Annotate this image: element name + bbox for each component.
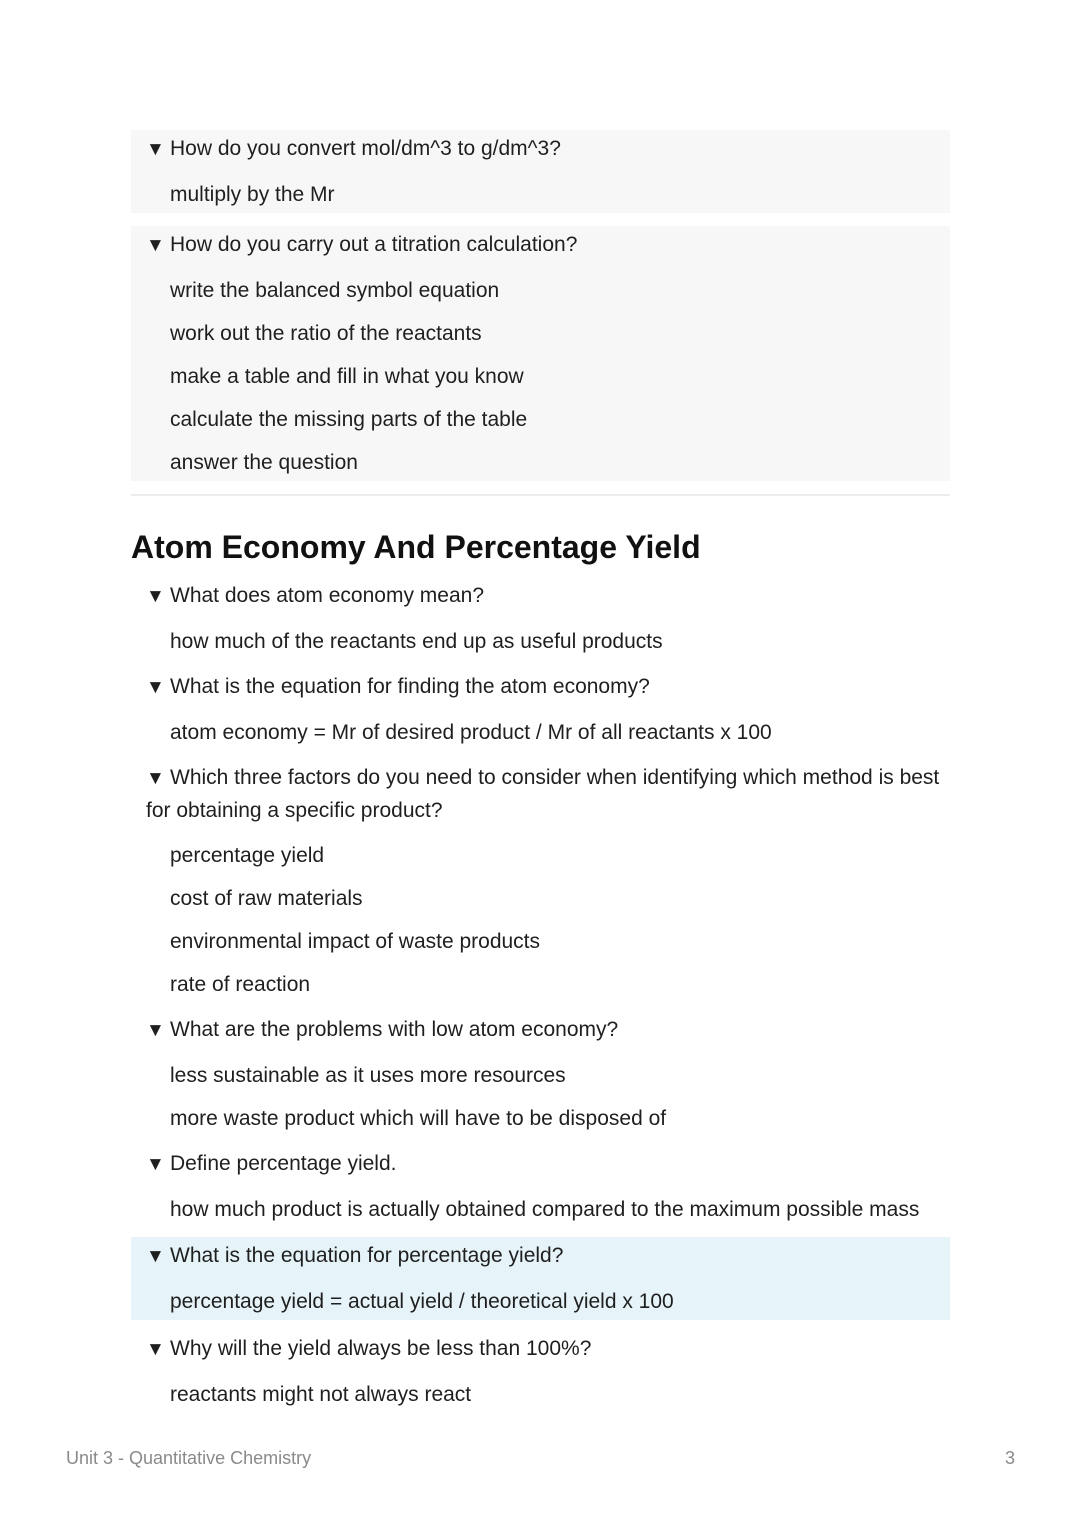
toggle-answer: percentage yield bbox=[170, 844, 325, 867]
toggle-convert-concentration[interactable] bbox=[131, 130, 950, 213]
toggle-answer: percentage yield = actual yield / theoretical yield x 100 bbox=[170, 1290, 674, 1313]
toggle-answer: more waste product which will have to be disposed of bbox=[170, 1107, 667, 1130]
toggle-low-atom-economy-problems[interactable] bbox=[131, 1012, 950, 1135]
toggle-question[interactable]: ▼ Which three factors do you need to consider when identifying which method is best for obtaining a specific product? bbox=[131, 760, 950, 829]
toggle-question[interactable]: ▼ Define percentage yield. bbox=[131, 1146, 950, 1183]
section-heading: Atom Economy And Percentage Yield bbox=[131, 529, 701, 565]
toggle-question[interactable]: ▼ What does atom economy mean? bbox=[131, 578, 950, 615]
divider bbox=[131, 494, 950, 496]
toggle-define-percentage-yield[interactable] bbox=[131, 1146, 950, 1226]
toggle-arrow-icon[interactable]: ▼ bbox=[146, 1154, 165, 1175]
toggle-question[interactable]: ▼ What is the equation for percentage yield? bbox=[131, 1238, 950, 1275]
toggle-arrow-icon[interactable]: ▼ bbox=[146, 1339, 165, 1360]
toggle-question[interactable]: ▼ Why will the yield always be less than 100%? bbox=[131, 1331, 950, 1368]
toggle-answer: rate of reaction bbox=[170, 973, 311, 996]
toggle-arrow-icon[interactable]: ▼ bbox=[146, 768, 165, 789]
toggle-yield-less-than-100[interactable] bbox=[131, 1331, 950, 1411]
toggle-answer: answer the question bbox=[170, 451, 358, 474]
toggle-answer: calculate the missing parts of the table bbox=[170, 408, 528, 431]
toggle-arrow-icon[interactable]: ▼ bbox=[146, 1246, 165, 1267]
toggle-question[interactable]: ▼ How do you carry out a titration calculation? bbox=[131, 227, 950, 264]
toggle-answer: multiply by the Mr bbox=[170, 183, 335, 206]
toggle-answer: work out the ratio of the reactants bbox=[170, 322, 482, 345]
toggle-arrow-icon[interactable]: ▼ bbox=[146, 139, 165, 160]
toggle-question[interactable]: ▼ What are the problems with low atom economy? bbox=[131, 1012, 950, 1049]
toggle-question[interactable]: ▼ How do you convert mol/dm^3 to g/dm^3? bbox=[131, 131, 950, 168]
toggle-answer: atom economy = Mr of desired product / Mr of all reactants x 100 bbox=[170, 721, 772, 744]
toggle-atom-economy-equation[interactable] bbox=[131, 669, 950, 749]
toggle-answer: less sustainable as it uses more resources bbox=[170, 1064, 566, 1087]
toggle-answer: make a table and fill in what you know bbox=[170, 365, 524, 388]
toggle-arrow-icon[interactable]: ▼ bbox=[146, 235, 165, 256]
toggle-answer: cost of raw materials bbox=[170, 887, 363, 910]
toggle-three-factors[interactable] bbox=[131, 760, 950, 1001]
toggle-percentage-yield-equation[interactable] bbox=[131, 1237, 950, 1320]
toggle-answer: how much of the reactants end up as useful products bbox=[170, 630, 663, 653]
toggle-question[interactable]: ▼ What is the equation for finding the atom economy? bbox=[131, 669, 950, 706]
toggle-titration-calculation[interactable] bbox=[131, 226, 950, 481]
page-number: 3 bbox=[1004, 1448, 1015, 1468]
toggle-arrow-icon[interactable]: ▼ bbox=[146, 1020, 165, 1041]
toggle-atom-economy-meaning[interactable] bbox=[131, 578, 950, 658]
notes-page bbox=[131, 130, 950, 1411]
toggle-arrow-icon[interactable]: ▼ bbox=[146, 677, 165, 698]
toggle-answer: how much product is actually obtained compared to the maximum possible mass bbox=[170, 1198, 920, 1221]
toggle-answer: write the balanced symbol equation bbox=[170, 279, 500, 302]
footer-title: Unit 3 - Quantitative Chemistry bbox=[66, 1448, 312, 1468]
toggle-answer: environmental impact of waste products bbox=[170, 930, 541, 953]
toggle-arrow-icon[interactable]: ▼ bbox=[146, 586, 165, 607]
toggle-answer: reactants might not always react bbox=[170, 1383, 472, 1406]
